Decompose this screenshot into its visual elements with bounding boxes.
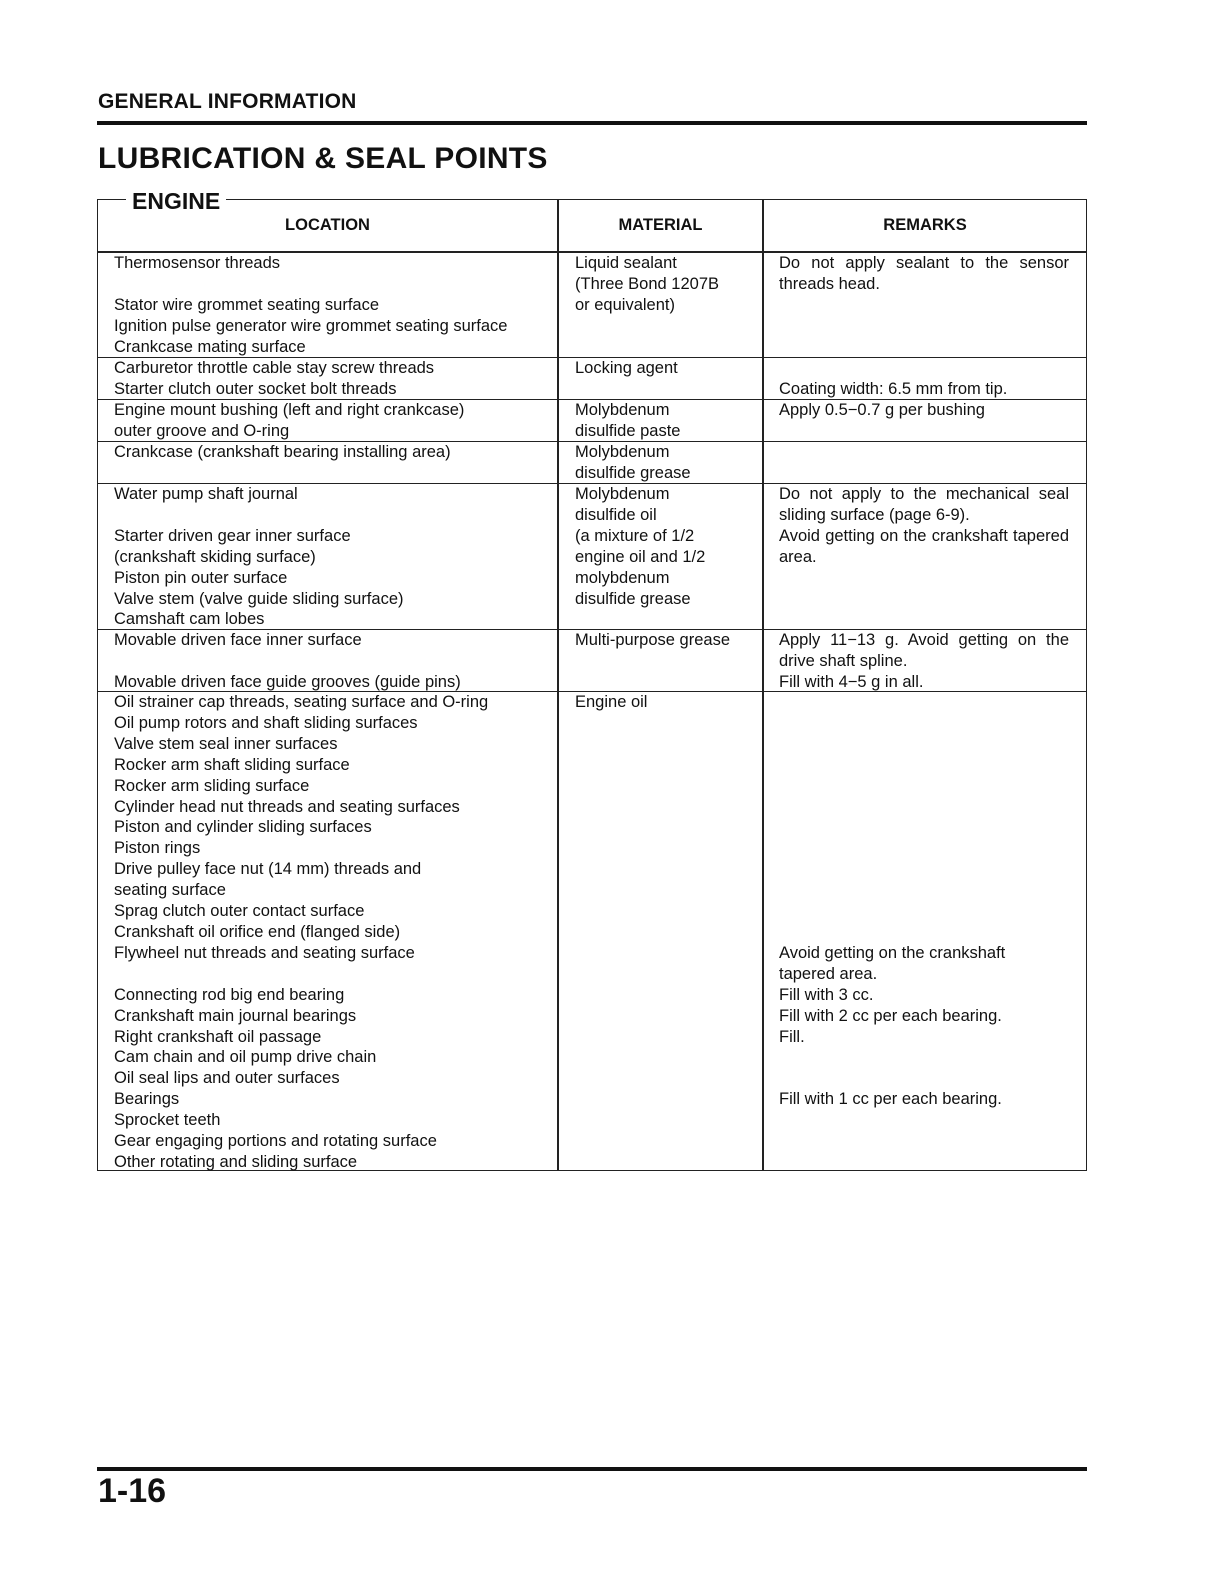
- remarks-cell: Coating width: 6.5 mm from tip.: [779, 379, 1008, 398]
- table-row: [98, 442, 1086, 484]
- material-cell: Locking agent: [575, 359, 678, 377]
- page-number: 1-16: [98, 1472, 167, 1510]
- remarks-cell: Do not apply to the mechanical seal sliding surface (page 6-9). Avoid getting on the crankshaft tapered area.: [779, 485, 1069, 566]
- location-cell: Carburetor throttle cable stay screw threads Starter clutch outer socket bolt threads: [114, 359, 435, 398]
- location-cell: Water pump shaft journal Starter driven gear inner surface (crankshaft skiding surface) Piston pin outer surface Valve stem (valve guide sliding surface) Camshaft cam lobes: [114, 485, 404, 629]
- table-row: [98, 400, 1086, 442]
- material-cell: Molybdenum disulfide oil (a mixture of 1/2 engine oil and 1/2 molybdenum disulfide grease: [575, 485, 706, 608]
- table-row: [98, 692, 1086, 1170]
- page-title: LUBRICATION & SEAL POINTS: [98, 142, 548, 175]
- footer-rule: [97, 1467, 1087, 1471]
- location-cell: Oil strainer cap threads, seating surface and O-ring Oil pump rotors and shaft sliding surfaces Valve stem seal inner surfaces Rocker arm shaft sliding surface Rocker arm sliding surface Cylinder head nut threads and seating surfaces Piston and cylinder sliding surfaces Piston rings Drive pulley face nut (14 mm) threads and seating surface Sprag clutch outer contact surface Crankshaft oil orifice end (flanged side) Flywheel nut threads and seating surface Connecting rod big end bearing Crankshaft main journal bearings Right crankshaft oil passage Cam chain and oil pump drive chain Oil seal lips and outer surfaces Bearings Sprocket teeth Gear engaging portions and rotating surface Other rotating and sliding surface: [114, 693, 489, 1171]
- lubrication-table: [97, 199, 1087, 1171]
- location-cell: Engine mount bushing (left and right crankcase) outer groove and O-ring: [114, 401, 465, 440]
- remarks-cell: Apply 0.5−0.7 g per bushing: [779, 401, 985, 419]
- material-cell: Molybdenum disulfide paste: [575, 401, 681, 440]
- header-rule: [97, 121, 1087, 125]
- section-header: GENERAL INFORMATION: [98, 90, 357, 113]
- table-row: [98, 253, 1086, 358]
- location-cell: Movable driven face inner surface Movable driven face guide grooves (guide pins): [114, 631, 461, 691]
- group-label-engine: ENGINE: [126, 188, 226, 215]
- location-cell: Crankcase (crankshaft bearing installing area): [114, 443, 451, 461]
- remarks-cell: Apply 11−13 g. Avoid getting on the drive shaft spline. Fill with 4−5 g in all.: [779, 631, 1069, 691]
- location-cell: Thermosensor threads Stator wire grommet seating surface Ignition pulse generator wire grommet seating surface Crankcase mating surface: [114, 254, 508, 356]
- material-cell: Engine oil: [575, 693, 648, 711]
- table-row: [98, 358, 1086, 400]
- column-header-remarks: REMARKS: [883, 216, 967, 234]
- column-header-material: MATERIAL: [618, 216, 703, 234]
- table-row: [98, 484, 1086, 630]
- material-cell: Liquid sealant (Three Bond 1207B or equivalent): [575, 254, 720, 314]
- remarks-cell: Avoid getting on the crankshaft tapered area. Fill with 3 cc. Fill with 2 cc per each bearing. Fill. Fill with 1 cc per each bearing.: [779, 943, 1006, 1109]
- remarks-cell: Do not apply sealant to the sensor threads head.: [779, 254, 1069, 293]
- column-header-location: LOCATION: [285, 216, 370, 234]
- material-cell: Molybdenum disulfide grease: [575, 443, 691, 482]
- table-row: [98, 630, 1086, 692]
- material-cell: Multi-purpose grease: [575, 631, 730, 649]
